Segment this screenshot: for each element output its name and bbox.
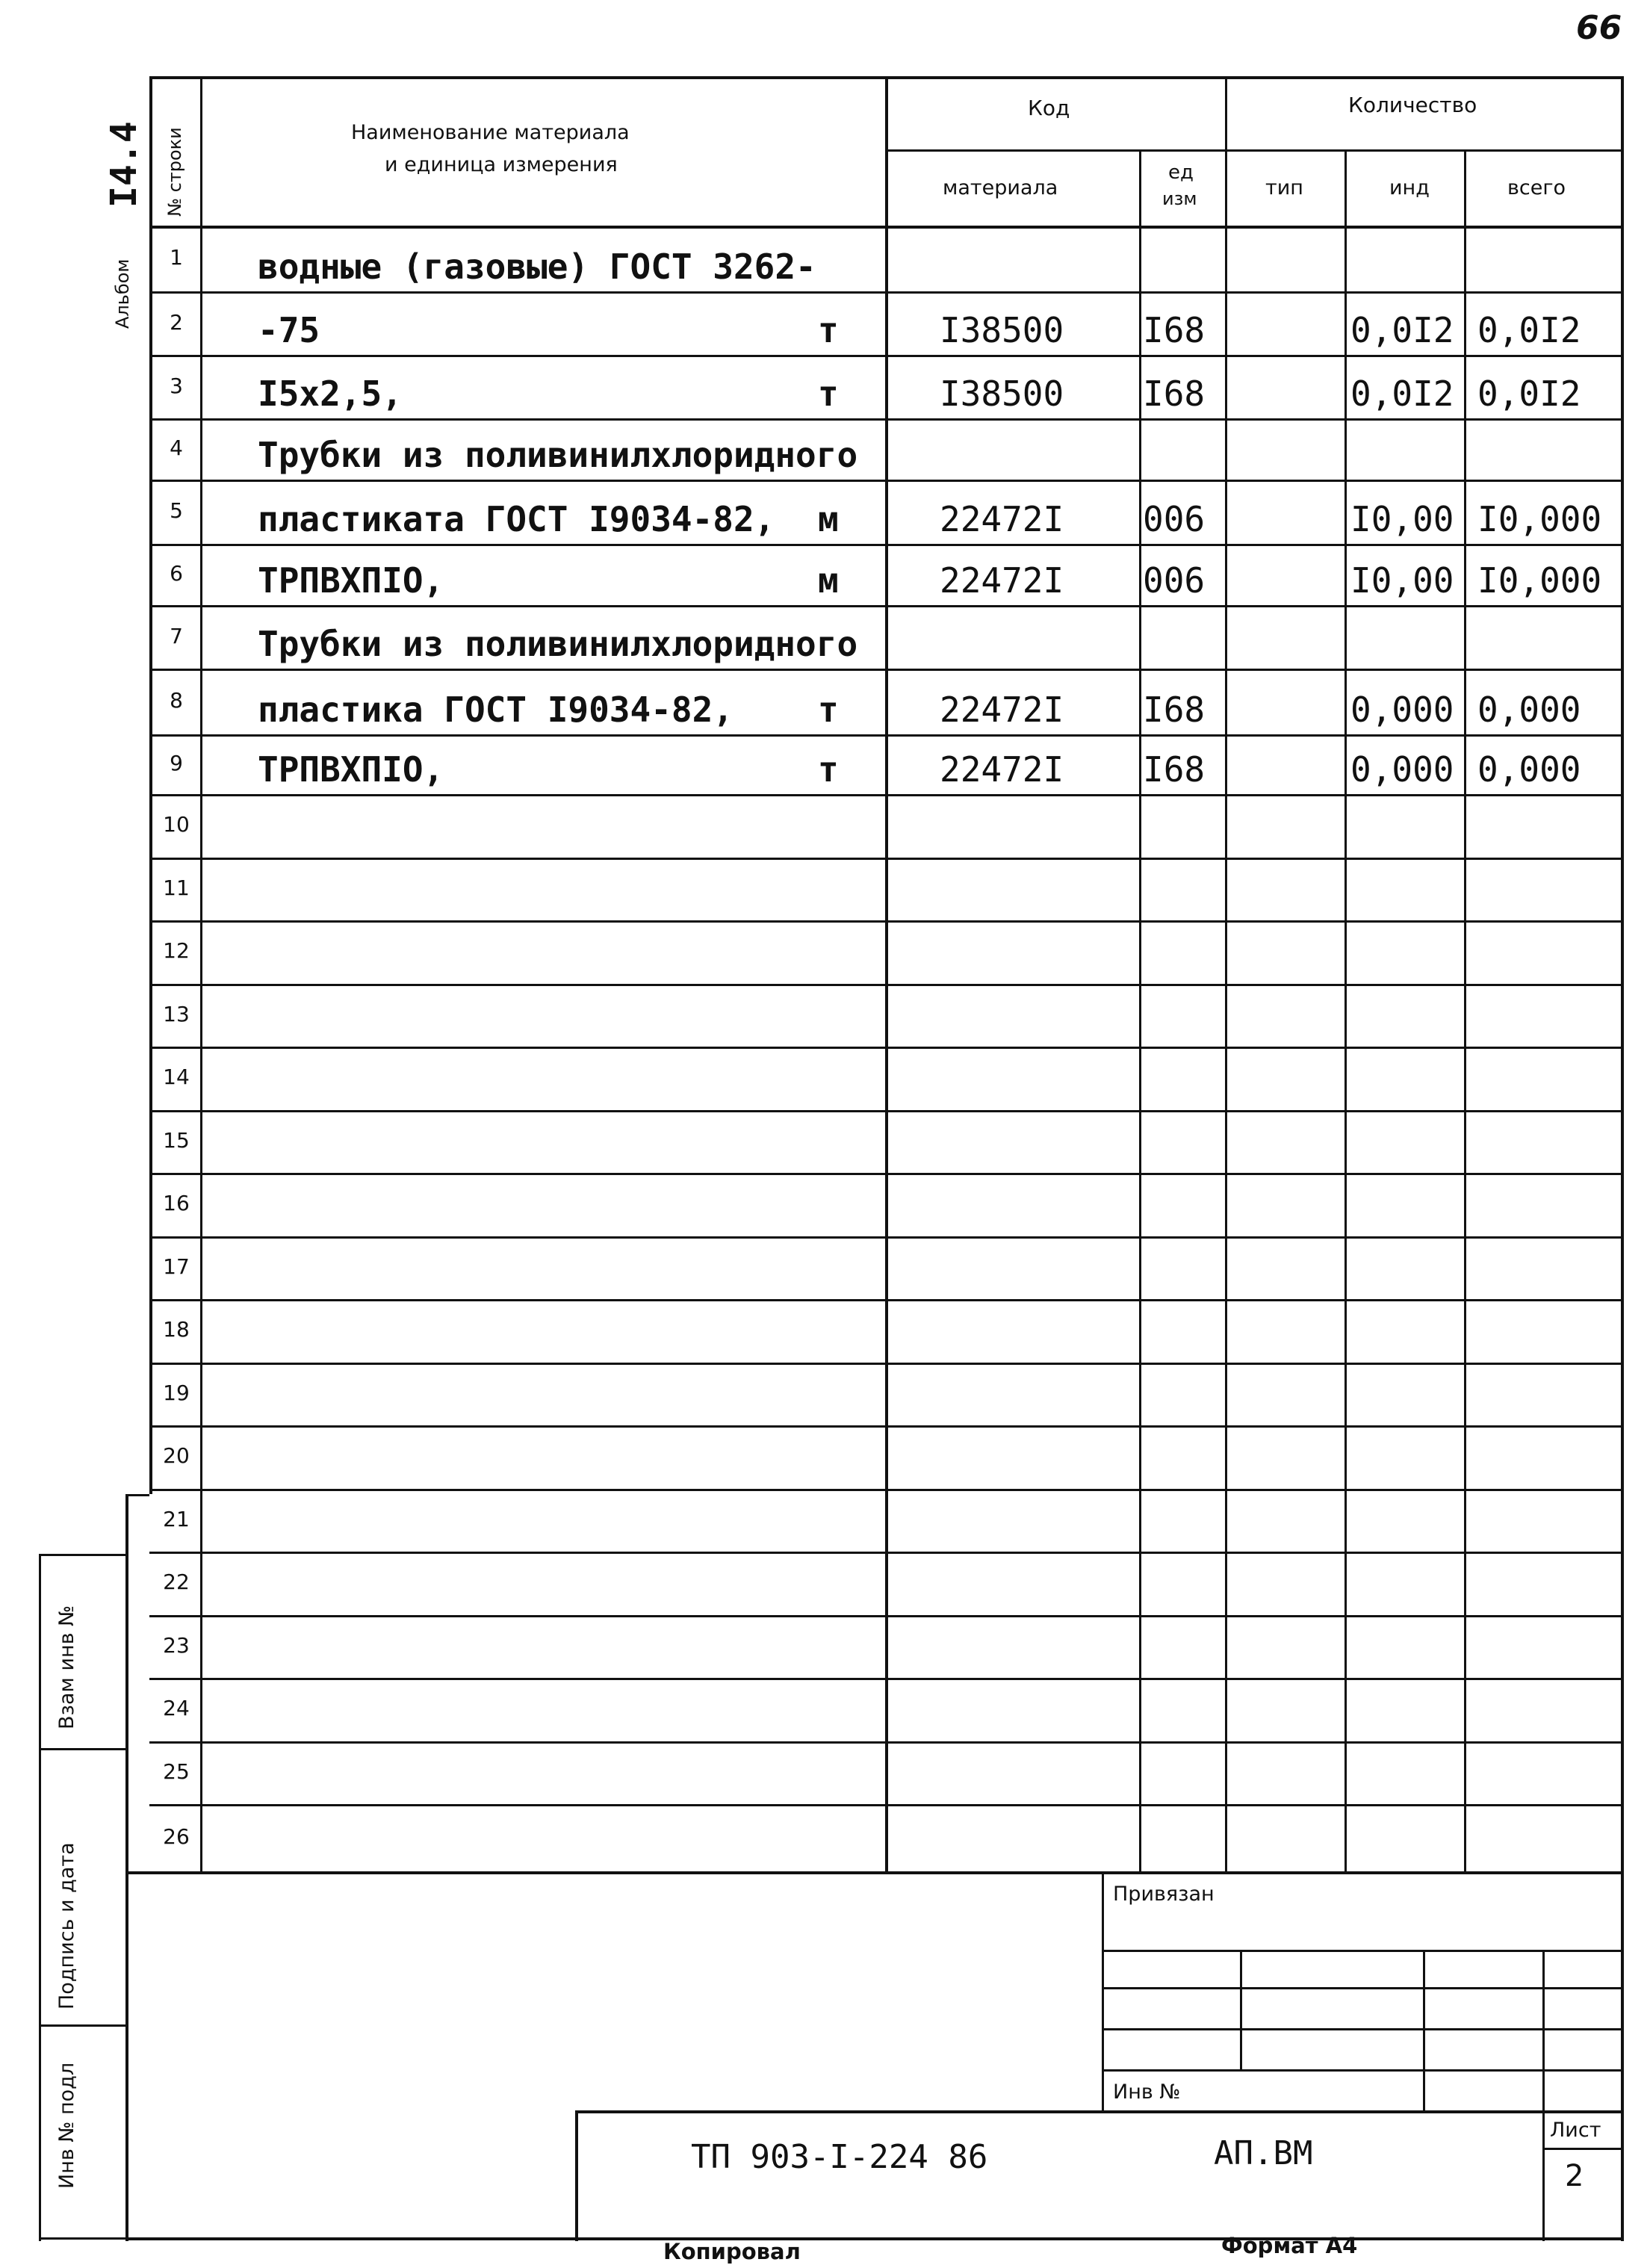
row-number: 25 (163, 1759, 190, 1784)
row-number: 9 (170, 751, 183, 775)
table-row (149, 1425, 1621, 1489)
row-number: 17 (163, 1254, 190, 1279)
row-number: 6 (170, 561, 183, 586)
grid-line (39, 2237, 125, 2240)
row-number: 26 (163, 1824, 190, 1849)
header-code: Код (1028, 96, 1070, 120)
header-quantity: Количество (1348, 93, 1477, 117)
quantity-ind: 0,000 (1350, 749, 1454, 790)
row-number: 23 (163, 1632, 190, 1658)
table-row (149, 418, 1621, 480)
page-right-border (1621, 76, 1624, 2241)
material-name: Трубки из поливинилхлоридного (258, 435, 858, 475)
unit-code: I68 (1143, 374, 1206, 414)
row-number: 20 (163, 1443, 190, 1469)
grid-line (39, 1554, 125, 1556)
table-row (149, 1804, 1621, 1871)
unit-code: I68 (1143, 690, 1206, 730)
table-row (149, 1236, 1621, 1300)
side-label-podpis: Подпись и дата (55, 1842, 78, 2010)
sheet-label: Лист (1550, 2119, 1601, 2142)
table-row (149, 1678, 1621, 1741)
quantity-ind: I0,00 (1350, 560, 1454, 601)
unit-code: I68 (1143, 310, 1206, 350)
unit-letter: т (818, 310, 839, 350)
unit-code: 006 (1143, 560, 1206, 601)
table-row (149, 544, 1621, 605)
table-bottom-border (125, 1871, 1621, 1874)
unit-letter: м (818, 499, 839, 539)
grid-line (39, 1748, 125, 1750)
privyazan-label: Привязан (1113, 1883, 1215, 1906)
grid-line (1542, 1950, 1545, 2241)
row-number: 19 (163, 1380, 190, 1405)
material-name: ТРПВХПIО, (258, 560, 444, 601)
unit-letter: т (818, 374, 839, 414)
header-total: всего (1507, 176, 1566, 199)
row-number: 11 (163, 875, 190, 900)
row-number: 5 (170, 498, 183, 523)
material-name: ТРПВХПIО, (258, 749, 444, 790)
material-code: I38500 (940, 310, 1064, 350)
table-row (149, 669, 1621, 734)
table-row (149, 355, 1621, 418)
grid-line (1423, 1950, 1425, 2110)
row-number: 3 (170, 373, 183, 398)
table-row (149, 920, 1621, 984)
row-number: 10 (163, 812, 190, 837)
unit-letter: м (818, 560, 839, 601)
document-code: ТП 903-I-224 86 (691, 2138, 988, 2176)
table-row (149, 1110, 1621, 1174)
document-mark: АП.ВМ (1214, 2134, 1313, 2172)
header-type: тип (1265, 176, 1303, 199)
material-name: -75 (258, 310, 320, 350)
table-row (149, 734, 1621, 794)
quantity-ind: I0,00 (1350, 499, 1454, 539)
grid-line (885, 149, 1621, 152)
table-row (149, 858, 1621, 921)
row-number: 22 (163, 1570, 190, 1595)
grid-line (39, 2024, 125, 2027)
grid-line (1102, 1871, 1104, 2110)
unit-letter: т (818, 690, 839, 730)
row-number: 14 (163, 1065, 190, 1090)
grid-line (1542, 2148, 1621, 2150)
header-ind: инд (1389, 176, 1430, 199)
header-unit-line1: ед (1168, 161, 1194, 184)
quantity-ind: 0,0I2 (1350, 310, 1454, 350)
grid-line (575, 2110, 1621, 2113)
unit-letter: т (818, 749, 839, 790)
header-name-line1: Наименование материала (351, 121, 630, 144)
quantity-total: 0,000 (1477, 749, 1581, 790)
table-row (149, 1173, 1621, 1236)
row-number: 4 (170, 436, 183, 460)
quantity-ind: 0,000 (1350, 690, 1454, 730)
material-name: пластиката ГОСТ I9034-82, (258, 499, 775, 539)
row-number: 18 (163, 1317, 190, 1342)
unit-code: 006 (1143, 499, 1206, 539)
row-number: 2 (170, 309, 183, 335)
inv-no-label: Инв № (1113, 2080, 1181, 2104)
grid-line (39, 1554, 41, 2241)
side-label-vzam: Взам инв № (55, 1605, 78, 1729)
row-number: 21 (163, 1506, 190, 1531)
row-number: 12 (163, 938, 190, 964)
grid-line (575, 2110, 578, 2241)
header-row-number: № строки (164, 127, 185, 217)
side-label-inv-podl: Инв № подл (55, 2062, 78, 2189)
page-number: 66 (1576, 9, 1622, 47)
table-row (149, 226, 1621, 291)
row-number: 16 (163, 1191, 190, 1216)
material-name: водные (газовые) ГОСТ 3262- (258, 247, 816, 287)
table-row (149, 1615, 1621, 1679)
header-unit-line2: изм (1162, 188, 1197, 209)
row-number: 15 (163, 1127, 190, 1153)
table-row (149, 1741, 1621, 1805)
header-name-line2: и единица измерения (385, 153, 618, 176)
table-row (149, 1489, 1621, 1552)
sheet-number: 2 (1565, 2159, 1584, 2193)
row-number: 7 (170, 623, 183, 648)
table-row (149, 1363, 1621, 1426)
footer-format: Формат А4 (1221, 2233, 1358, 2258)
material-name: Трубки из поливинилхлоридного (258, 624, 858, 664)
album-code: I4.4 (103, 121, 145, 208)
footer-copied: Копировал (663, 2239, 801, 2264)
table-row (149, 984, 1621, 1047)
row-number: 1 (170, 245, 183, 270)
quantity-total: I0,000 (1477, 499, 1602, 539)
table-row (149, 1552, 1621, 1615)
album-label: Альбом (112, 258, 133, 329)
grid-line (1240, 1950, 1242, 2069)
quantity-total: I0,000 (1477, 560, 1602, 601)
page-bottom-border (125, 2237, 1621, 2240)
quantity-total: 0,000 (1477, 690, 1581, 730)
table-row (149, 1299, 1621, 1363)
material-code: I38500 (940, 374, 1064, 414)
material-code: 22472I (940, 560, 1064, 601)
unit-code: I68 (1143, 749, 1206, 790)
table-row (149, 605, 1621, 669)
row-number: 8 (170, 688, 183, 713)
table-row (149, 291, 1621, 355)
quantity-total: 0,0I2 (1477, 374, 1581, 414)
material-name: пластика ГОСТ I9034-82, (258, 690, 733, 730)
grid-line (125, 1494, 149, 1496)
header-material: материала (943, 176, 1058, 199)
material-name: I5x2,5, (258, 374, 403, 414)
quantity-total: 0,0I2 (1477, 310, 1581, 350)
table-row (149, 480, 1621, 544)
material-code: 22472I (940, 499, 1064, 539)
row-number: 24 (163, 1696, 190, 1721)
material-code: 22472I (940, 749, 1064, 790)
page-left-border (125, 1494, 128, 2241)
table-row (149, 1047, 1621, 1110)
material-code: 22472I (940, 690, 1064, 730)
quantity-ind: 0,0I2 (1350, 374, 1454, 414)
row-number: 13 (163, 1001, 190, 1026)
table-row (149, 794, 1621, 858)
